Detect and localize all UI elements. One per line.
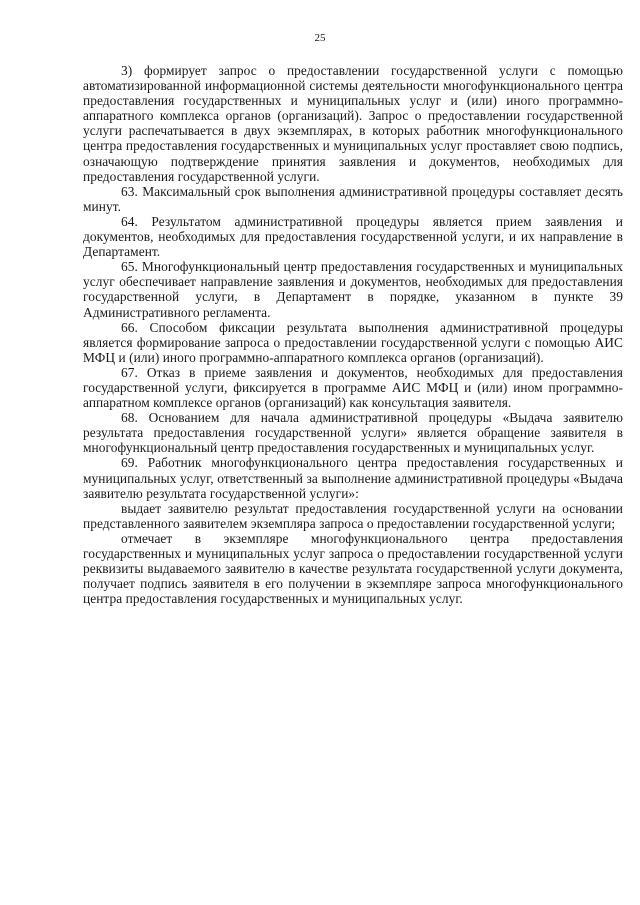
paragraph-69-item-mark: отмечает в экземпляре многофункционального центра предоставления государственных и муниципальных услуг запроса о предоставлении государственной услуги реквизиты выдаваемого заявителю в качестве результата государственной услуги документа, получает подпись заявителя в его получении в экземпляре запроса многофункционального центра предоставления государственных и муниципальных услуг. [83, 530, 623, 607]
paragraph-66: 66. Способом фиксации результата выполнения административной процедуры является формирование запроса о предоставлении государственной услуги с помощью АИС МФЦ и (или) иного программно-аппаратного комплекса органов (организаций). [83, 319, 623, 365]
paragraph-69: 69. Работник многофункционального центра предоставления государственных и муниципальных услуг, ответственный за выполнение административной процедуры «Выдача заявителю результата государственной услуги»: [83, 455, 623, 501]
paragraph-63: 63. Максимальный срок выполнения административной процедуры составляет десять минут. [83, 183, 623, 214]
page-number: 25 [314, 32, 326, 44]
paragraph-68: 68. Основанием для начала административной процедуры «Выдача заявителю результата предоставления государственной услуги» является обращение заявителя в многофункциональный центр предоставления государственных и муниципальных услуг. [83, 410, 623, 456]
document-body [83, 63, 623, 606]
paragraph-item-3: 3) формирует запрос о предоставлении государственной услуги с помощью автоматизированной информационной системы деятельности многофункционального центра предоставления государственных и муниципальных услуг и (или) иного программно-аппаратного комплекса органов (организаций). Запрос о предоставлении государственной услуги распечатывается в двух экземплярах, в которых работник многофункционального центра предоставления государственных и муниципальных услуг проставляет свою подпись, означающую подтверждение принятия заявления и документов, необходимых для предоставления государственной услуги. [83, 63, 623, 184]
paragraph-65: 65. Многофункциональный центр предоставления государственных и муниципальных услуг обеспечивает направление заявления и документов, необходимых для предоставления государственной услуги, в Департамент в порядке, указанном в пункте 39 Административного регламента. [83, 259, 623, 320]
paragraph-64: 64. Результатом административной процедуры является прием заявления и документов, необходимых для предоставления государственной услуги, и их направление в Департамент. [83, 213, 623, 260]
paragraph-67: 67. Отказ в приеме заявления и документов, необходимых для предоставления государственной услуги, фиксируется в программе АИС МФЦ и (или) ином программно-аппаратном комплексе органов (организаций) как консультация заявителя. [83, 364, 623, 411]
paragraph-69-item-issue: выдает заявителю результат предоставления государственной услуги на основании представленного заявителем экземпляра запроса о предоставлении государственной услуги; [83, 500, 623, 531]
